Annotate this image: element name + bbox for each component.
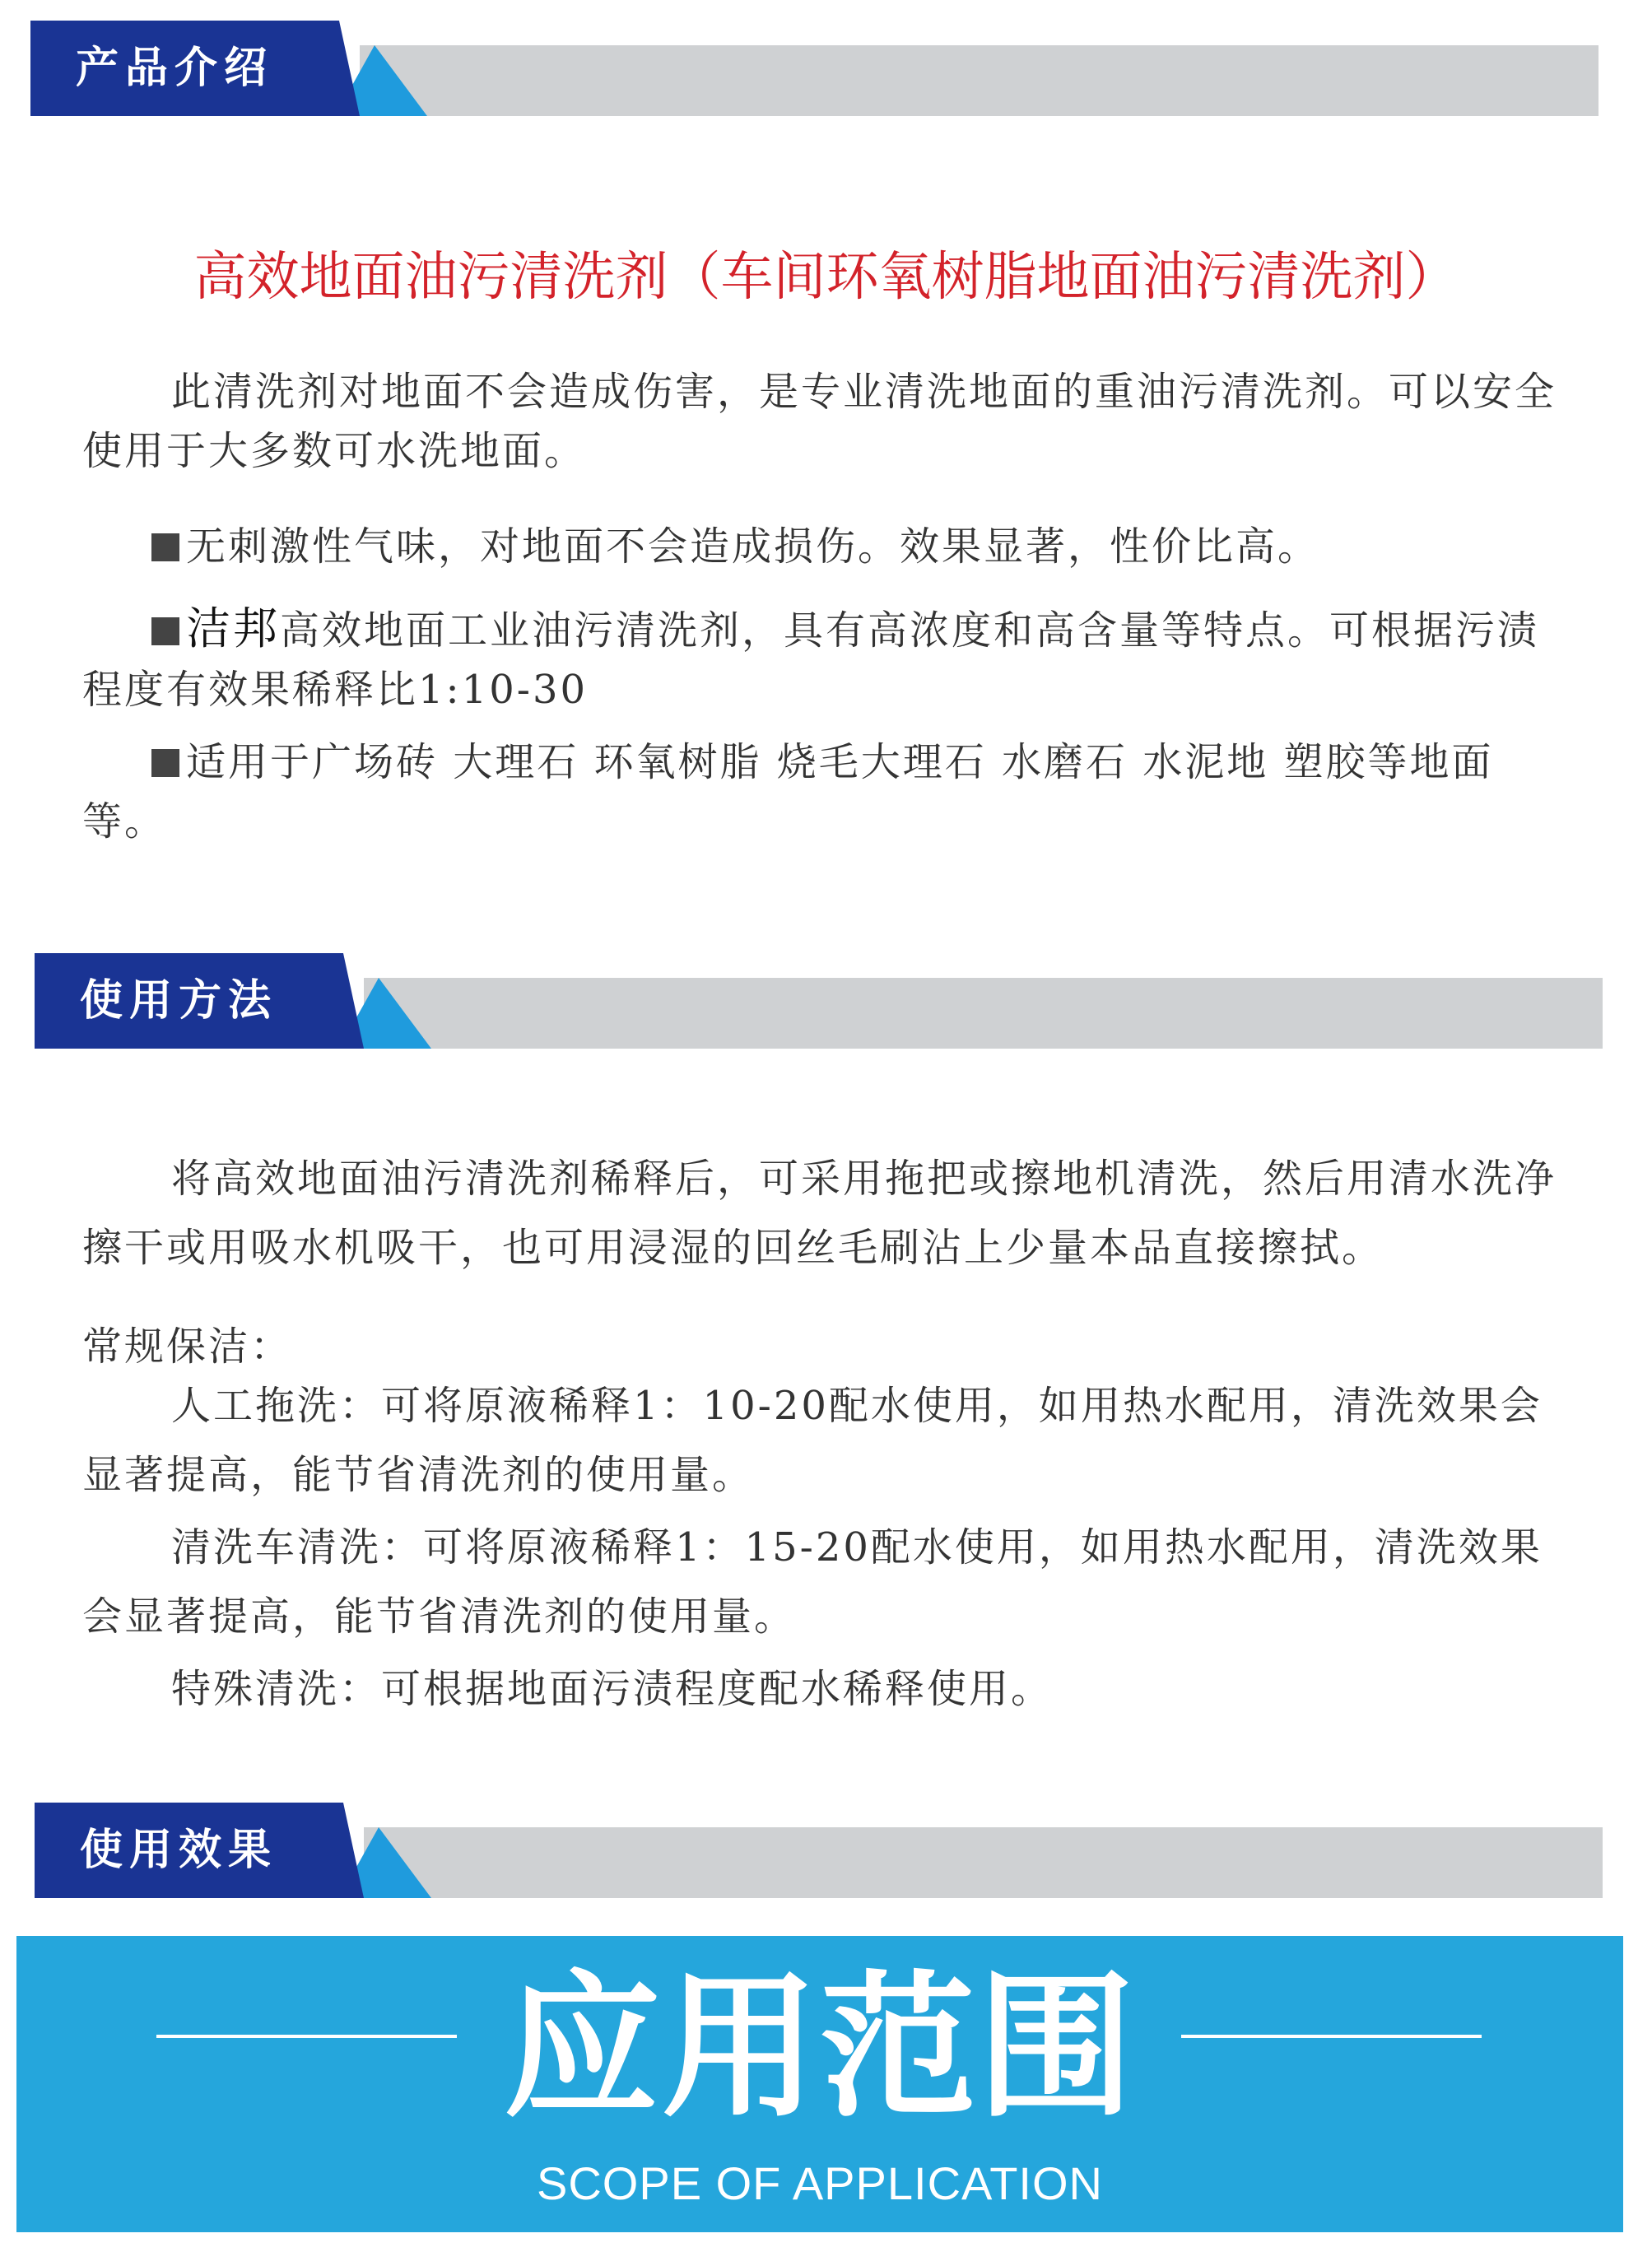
section-title: 使用效果 — [80, 1826, 278, 1875]
usage-intro: 将高效地面油污清洗剂稀释后，可采用拖把或擦地机清洗，然后用清水洗净擦干或用吸水机吸干，也可用浸湿的回丝毛刷沾上少量本品直接擦拭。 — [82, 1156, 1557, 1271]
banner-subtitle: SCOPE OF APPLICATION — [536, 2157, 1103, 2209]
usage-special: 特殊清洗：可根据地面污渍程度配水稀释使用。 — [171, 1666, 1054, 1712]
usage-vehicle: 清洗车清洗：可将原液稀释1：15-20配水使用，如用热水配用，清洗效果会显著提高，能节省清洗剂的使用量。 — [82, 1524, 1543, 1640]
routine-label: 常规保洁： — [82, 1324, 293, 1370]
banner-title: 应用范围 — [503, 1957, 1136, 2138]
bullet-square-icon — [151, 749, 179, 777]
application-scope-banner — [16, 1936, 1623, 2232]
bullet-square-icon — [151, 617, 179, 645]
section-header-effect — [35, 1803, 1603, 1901]
product-title: 高效地面油污清洗剂（车间环氧树脂地面油污清洗剂） — [193, 247, 1459, 308]
brand-name: 洁邦 — [186, 603, 280, 654]
section-header-intro — [30, 21, 1598, 119]
section-header-usage — [35, 953, 1603, 1052]
product-description: 此清洗剂对地面不会造成伤害，是专业清洗地面的重油污清洗剂。可以安全使用于大多数可水洗地面。 — [82, 369, 1557, 474]
feature-bullet-2: 洁邦高效地面工业油污清洗剂，具有高浓度和高含量等特点。可根据污渍程度有效果稀释比1:10-30 — [82, 603, 1540, 713]
usage-manual: 人工拖洗：可将原液稀释1：10-20配水使用，如用热水配用，清洗效果会显著提高，能节省清洗剂的使用量。 — [82, 1383, 1543, 1498]
header-bar — [364, 978, 1603, 1049]
header-bar — [360, 45, 1598, 116]
feature-bullet-1: 无刺激性气味，对地面不会造成损伤。效果显著，性价比高。 — [82, 517, 1564, 576]
bullet-square-icon — [151, 533, 179, 561]
header-bar — [364, 1827, 1603, 1898]
section-title: 使用方法 — [80, 976, 278, 1026]
section-title: 产品介绍 — [76, 44, 274, 93]
feature-bullet-3: 适用于广场砖 大理石 环氧树脂 烧毛大理石 水磨石 水泥地 塑胶等地面等。 — [82, 739, 1494, 844]
